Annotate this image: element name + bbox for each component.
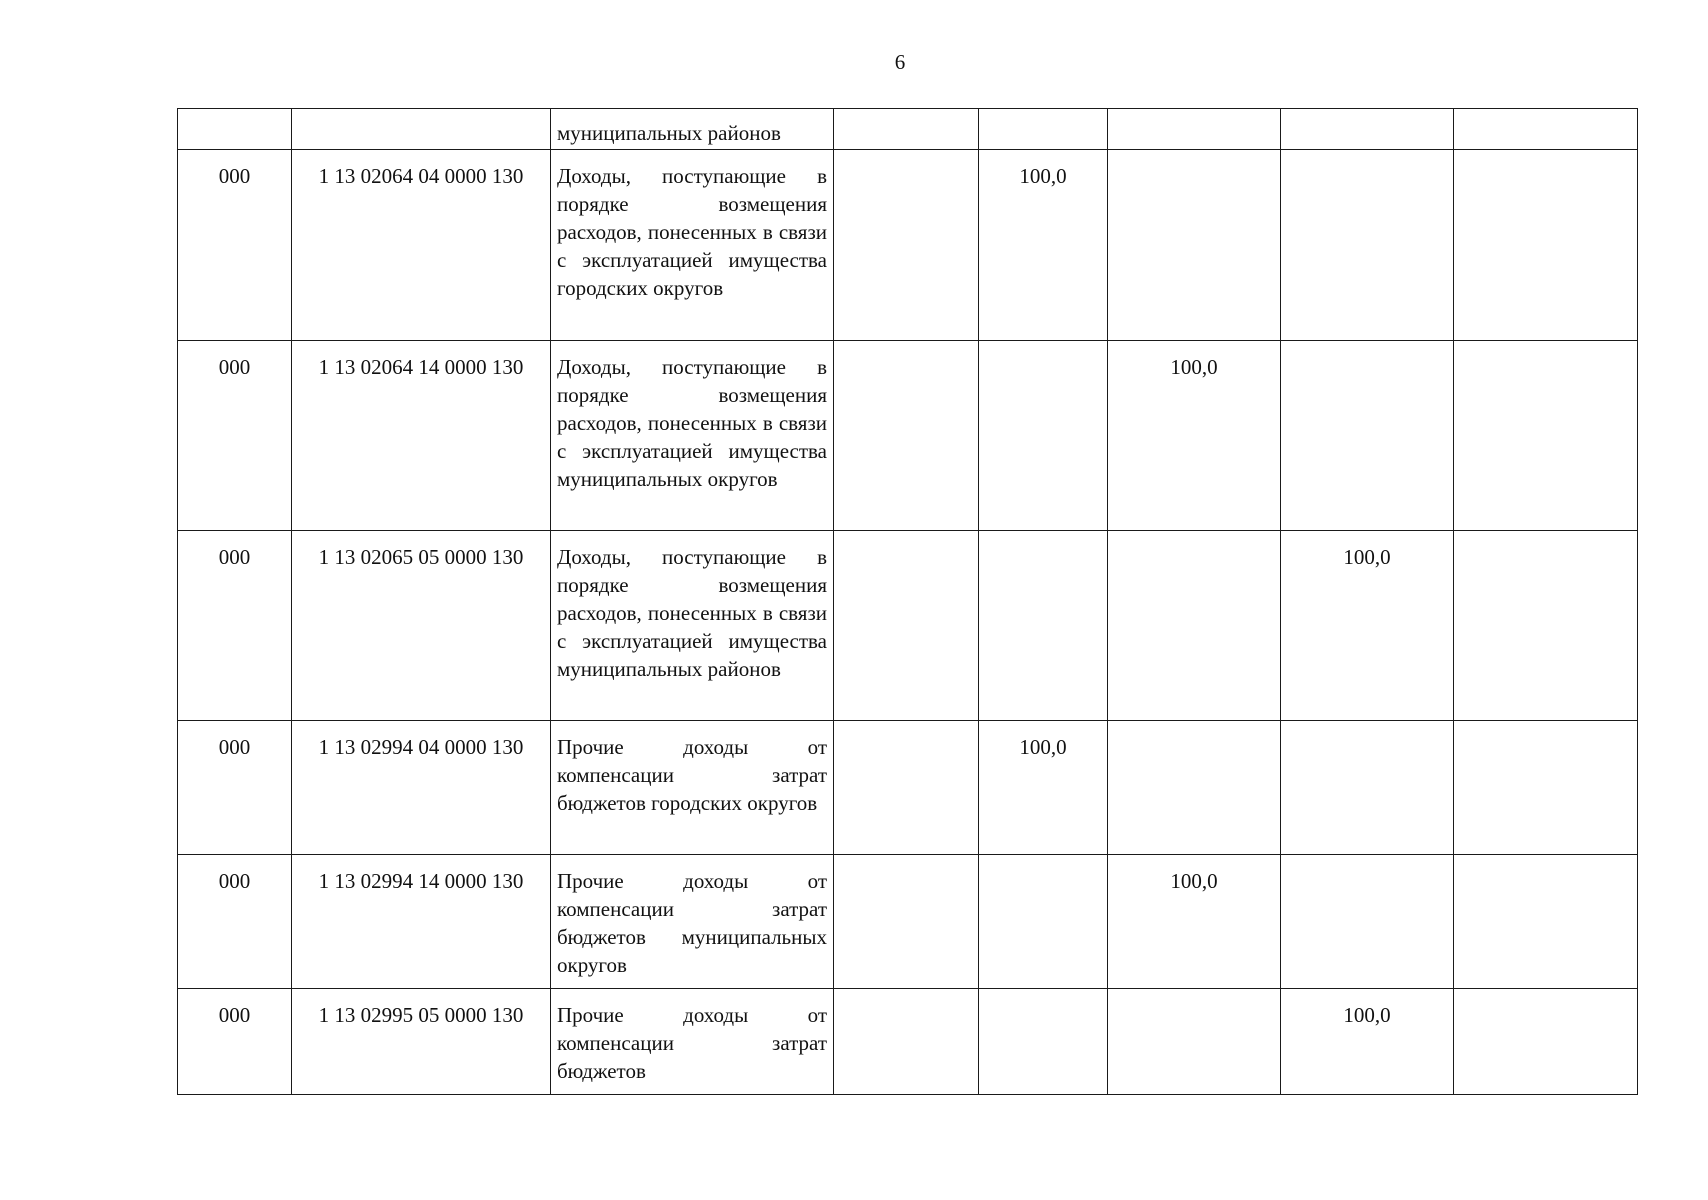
- kbk-code-cell: 1 13 02994 04 0000 130: [292, 721, 551, 855]
- value-cell-4: 100,0: [1281, 989, 1454, 1095]
- kbk-code-cell: [292, 109, 551, 150]
- admin-code-cell: 000: [178, 150, 292, 341]
- income-name-cell: Доходы, поступающие в порядке возмещения расходов, понесенных в связи с эксплуатацией имущества муниципальных округов: [551, 341, 834, 531]
- value-cell-4: [1281, 855, 1454, 989]
- income-name-cell: Прочие доходы от компенсации затрат бюджетов городских округов: [551, 721, 834, 855]
- value-cell-5: [1454, 721, 1638, 855]
- table-row: [178, 531, 1638, 721]
- value-cell-3: [1108, 531, 1281, 721]
- kbk-code-cell: 1 13 02064 14 0000 130: [292, 341, 551, 531]
- income-name-cell: Доходы, поступающие в порядке возмещения расходов, понесенных в связи с эксплуатацией имущества муниципальных районов: [551, 531, 834, 721]
- income-name-cell: Прочие доходы от компенсации затрат бюджетов муниципальных округов: [551, 855, 834, 989]
- value-cell-5: [1454, 989, 1638, 1095]
- value-cell-2: [979, 855, 1108, 989]
- value-cell-4: [1281, 721, 1454, 855]
- value-cell-4: [1281, 150, 1454, 341]
- income-name-cell: муниципальных районов: [551, 109, 834, 150]
- revenue-table: [177, 108, 1638, 1095]
- value-cell-1: [834, 109, 979, 150]
- admin-code-cell: 000: [178, 989, 292, 1095]
- value-cell-2: [979, 341, 1108, 531]
- value-cell-5: [1454, 531, 1638, 721]
- value-cell-1: [834, 721, 979, 855]
- value-cell-1: [834, 531, 979, 721]
- value-cell-5: [1454, 855, 1638, 989]
- value-cell-3: [1108, 721, 1281, 855]
- admin-code-cell: 000: [178, 531, 292, 721]
- value-cell-4: [1281, 341, 1454, 531]
- value-cell-1: [834, 855, 979, 989]
- table-row: [178, 150, 1638, 341]
- page-number: 6: [894, 50, 906, 74]
- income-name-cell: Доходы, поступающие в порядке возмещения расходов, понесенных в связи с эксплуатацией имущества городских округов: [551, 150, 834, 341]
- table-row: [178, 721, 1638, 855]
- admin-code-cell: 000: [178, 341, 292, 531]
- value-cell-5: [1454, 150, 1638, 341]
- table-row: [178, 855, 1638, 989]
- value-cell-5: [1454, 109, 1638, 150]
- value-cell-2: [979, 531, 1108, 721]
- income-name-cell: Прочие доходы от компенсации затрат бюджетов: [551, 989, 834, 1095]
- table-row: [178, 341, 1638, 531]
- kbk-code-cell: 1 13 02065 05 0000 130: [292, 531, 551, 721]
- admin-code-cell: 000: [178, 855, 292, 989]
- kbk-code-cell: 1 13 02064 04 0000 130: [292, 150, 551, 341]
- table-row: [178, 989, 1638, 1095]
- value-cell-2: [979, 989, 1108, 1095]
- value-cell-2: 100,0: [979, 721, 1108, 855]
- admin-code-cell: [178, 109, 292, 150]
- value-cell-1: [834, 341, 979, 531]
- kbk-code-cell: 1 13 02994 14 0000 130: [292, 855, 551, 989]
- value-cell-3: [1108, 109, 1281, 150]
- admin-code-cell: 000: [178, 721, 292, 855]
- kbk-code-cell: 1 13 02995 05 0000 130: [292, 989, 551, 1095]
- value-cell-3: [1108, 150, 1281, 341]
- value-cell-3: 100,0: [1108, 855, 1281, 989]
- value-cell-3: 100,0: [1108, 341, 1281, 531]
- value-cell-3: [1108, 989, 1281, 1095]
- value-cell-4: [1281, 109, 1454, 150]
- value-cell-2: [979, 109, 1108, 150]
- value-cell-1: [834, 989, 979, 1095]
- value-cell-5: [1454, 341, 1638, 531]
- value-cell-4: 100,0: [1281, 531, 1454, 721]
- table-row: [178, 109, 1638, 150]
- value-cell-1: [834, 150, 979, 341]
- value-cell-2: 100,0: [979, 150, 1108, 341]
